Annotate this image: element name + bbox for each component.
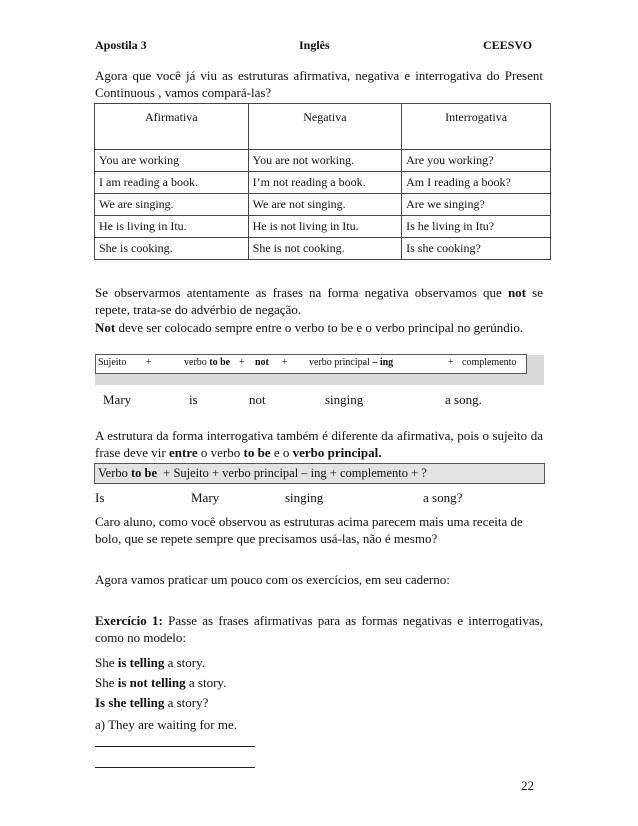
- example-word: a song.: [445, 392, 482, 407]
- exercise-instruction: [95, 612, 543, 646]
- table-cell: Is she cooking?: [402, 238, 551, 260]
- formula-plus: +: [239, 357, 245, 368]
- text-run: A estrutura da forma interrogativa também é diferente da afirmativa, pois o sujeito da frase deve vir: [95, 428, 543, 460]
- table-cell: We are not singing.: [248, 194, 402, 216]
- note-paragraph: Caro aluno, como você observou as estruturas acima parecem mais uma receita de bolo, que se repete sempre que precisamos usá-las, não é mesmo?: [95, 514, 523, 546]
- text-run: + Sujeito + verbo principal – ing + complemento + ?: [163, 466, 427, 480]
- text-run: se repete, trata-se do advérbio de negação.: [95, 285, 543, 317]
- table-row: [95, 150, 551, 172]
- header-left: Apostila 3: [95, 38, 147, 52]
- answer-line: [95, 746, 255, 747]
- table-cell: She is cooking.: [95, 238, 249, 260]
- text-run: a story.: [164, 655, 206, 670]
- text-run: Verbo: [98, 466, 131, 480]
- text-run: a story.: [185, 675, 227, 690]
- text-run: verbo principal: [309, 357, 373, 368]
- text-run-bold: is telling: [117, 655, 165, 670]
- formula-text: [98, 466, 427, 481]
- model-affirmative: [95, 654, 205, 671]
- example-word: Mary: [191, 490, 220, 505]
- not-position-paragraph: [95, 319, 543, 336]
- text-run: a story?: [164, 695, 209, 710]
- text-run-bold: to be: [130, 466, 158, 480]
- text-run: e o: [270, 445, 293, 460]
- formula-verbo: [184, 357, 230, 368]
- table-header-cell: Interrogativa: [402, 104, 551, 150]
- interrogative-paragraph: [95, 427, 543, 461]
- example-word: Is: [95, 490, 105, 505]
- text-run: deve ser colocado sempre entre o verbo to be e o verbo principal no gerúndio.: [115, 320, 524, 335]
- practice-line: Agora vamos praticar um pouco com os exercícios, em seu caderno:: [95, 572, 450, 587]
- negative-formula-box: [95, 354, 527, 374]
- table-cell: She is not cooking.: [248, 238, 402, 260]
- table-cell: You are not working.: [248, 150, 402, 172]
- table-cell: Are you working?: [402, 150, 551, 172]
- page-number: 22: [521, 778, 534, 793]
- example-word: a song?: [423, 490, 463, 505]
- formula-not: not: [255, 357, 269, 368]
- text-run: o verbo: [197, 445, 244, 460]
- table-row: [95, 216, 551, 238]
- text-run-bold: entre: [169, 445, 198, 460]
- formula-sujeito: Sujeito: [98, 357, 127, 368]
- example-word: is: [189, 392, 198, 407]
- table-header-cell: Negativa: [248, 104, 402, 150]
- text-run-bold: verbo principal.: [292, 445, 382, 460]
- comparison-table: [94, 103, 551, 260]
- table-cell: He is living in Itu.: [95, 216, 249, 238]
- text-run: She: [95, 675, 118, 690]
- table-row: [95, 194, 551, 216]
- example-word: not: [249, 392, 266, 407]
- text-run: Passe as frases afirmativas para as formas negativas e interrogativas, como no modelo:: [95, 613, 543, 645]
- table-row: [95, 172, 551, 194]
- intro-paragraph: Agora que você já viu as estruturas afirmativa, negativa e interrogativa do Present Continuous , vamos compará-las?: [95, 68, 543, 100]
- header-center: Inglês: [299, 38, 330, 52]
- text-run: Se observarmos atentamente as frases na forma negativa observamos que: [95, 285, 508, 300]
- text-run-bold: Not: [95, 320, 116, 335]
- text-run-bold: Is she telling: [95, 695, 165, 710]
- formula-shadow: [95, 373, 544, 385]
- example-word: singing: [325, 392, 364, 407]
- formula-plus: +: [282, 357, 288, 368]
- text-run: She: [95, 655, 118, 670]
- formula-complemento: complemento: [462, 357, 517, 368]
- table-header-row: [95, 104, 551, 150]
- formula-verbo-principal: [309, 357, 393, 368]
- text-run-bold: to be: [209, 357, 231, 368]
- exercise-item-a: a) They are waiting for me.: [95, 717, 237, 732]
- answer-line: [95, 767, 255, 768]
- text-run-bold: to be: [243, 445, 271, 460]
- interrogative-formula-box: [94, 463, 545, 484]
- table-row: [95, 238, 551, 260]
- table-cell: We are singing.: [95, 194, 249, 216]
- header-right: CEESVO: [483, 38, 533, 52]
- table-cell: Is he living in Itu?: [402, 216, 551, 238]
- table-cell: You are working: [95, 150, 249, 172]
- table-cell: He is not living in Itu.: [248, 216, 402, 238]
- text-run-bold: not: [507, 285, 527, 300]
- example-word: singing: [285, 490, 324, 505]
- table-cell: I am reading a book.: [95, 172, 249, 194]
- exercise-title: Exercício 1:: [95, 613, 163, 628]
- text-run-bold: is not telling: [117, 675, 186, 690]
- table-cell: I’m not reading a book.: [248, 172, 402, 194]
- example-word: Mary: [103, 392, 132, 407]
- text-run: verbo: [184, 357, 210, 368]
- table-header-cell: Afirmativa: [95, 104, 249, 150]
- model-negative: [95, 674, 226, 691]
- table-cell: Am I reading a book?: [402, 172, 551, 194]
- formula-plus: +: [448, 357, 454, 368]
- text-run-bold: – ing: [372, 357, 394, 368]
- table-cell: Are we singing?: [402, 194, 551, 216]
- model-interrogative: [95, 694, 208, 711]
- negation-paragraph: [95, 284, 543, 318]
- formula-plus: +: [146, 357, 152, 368]
